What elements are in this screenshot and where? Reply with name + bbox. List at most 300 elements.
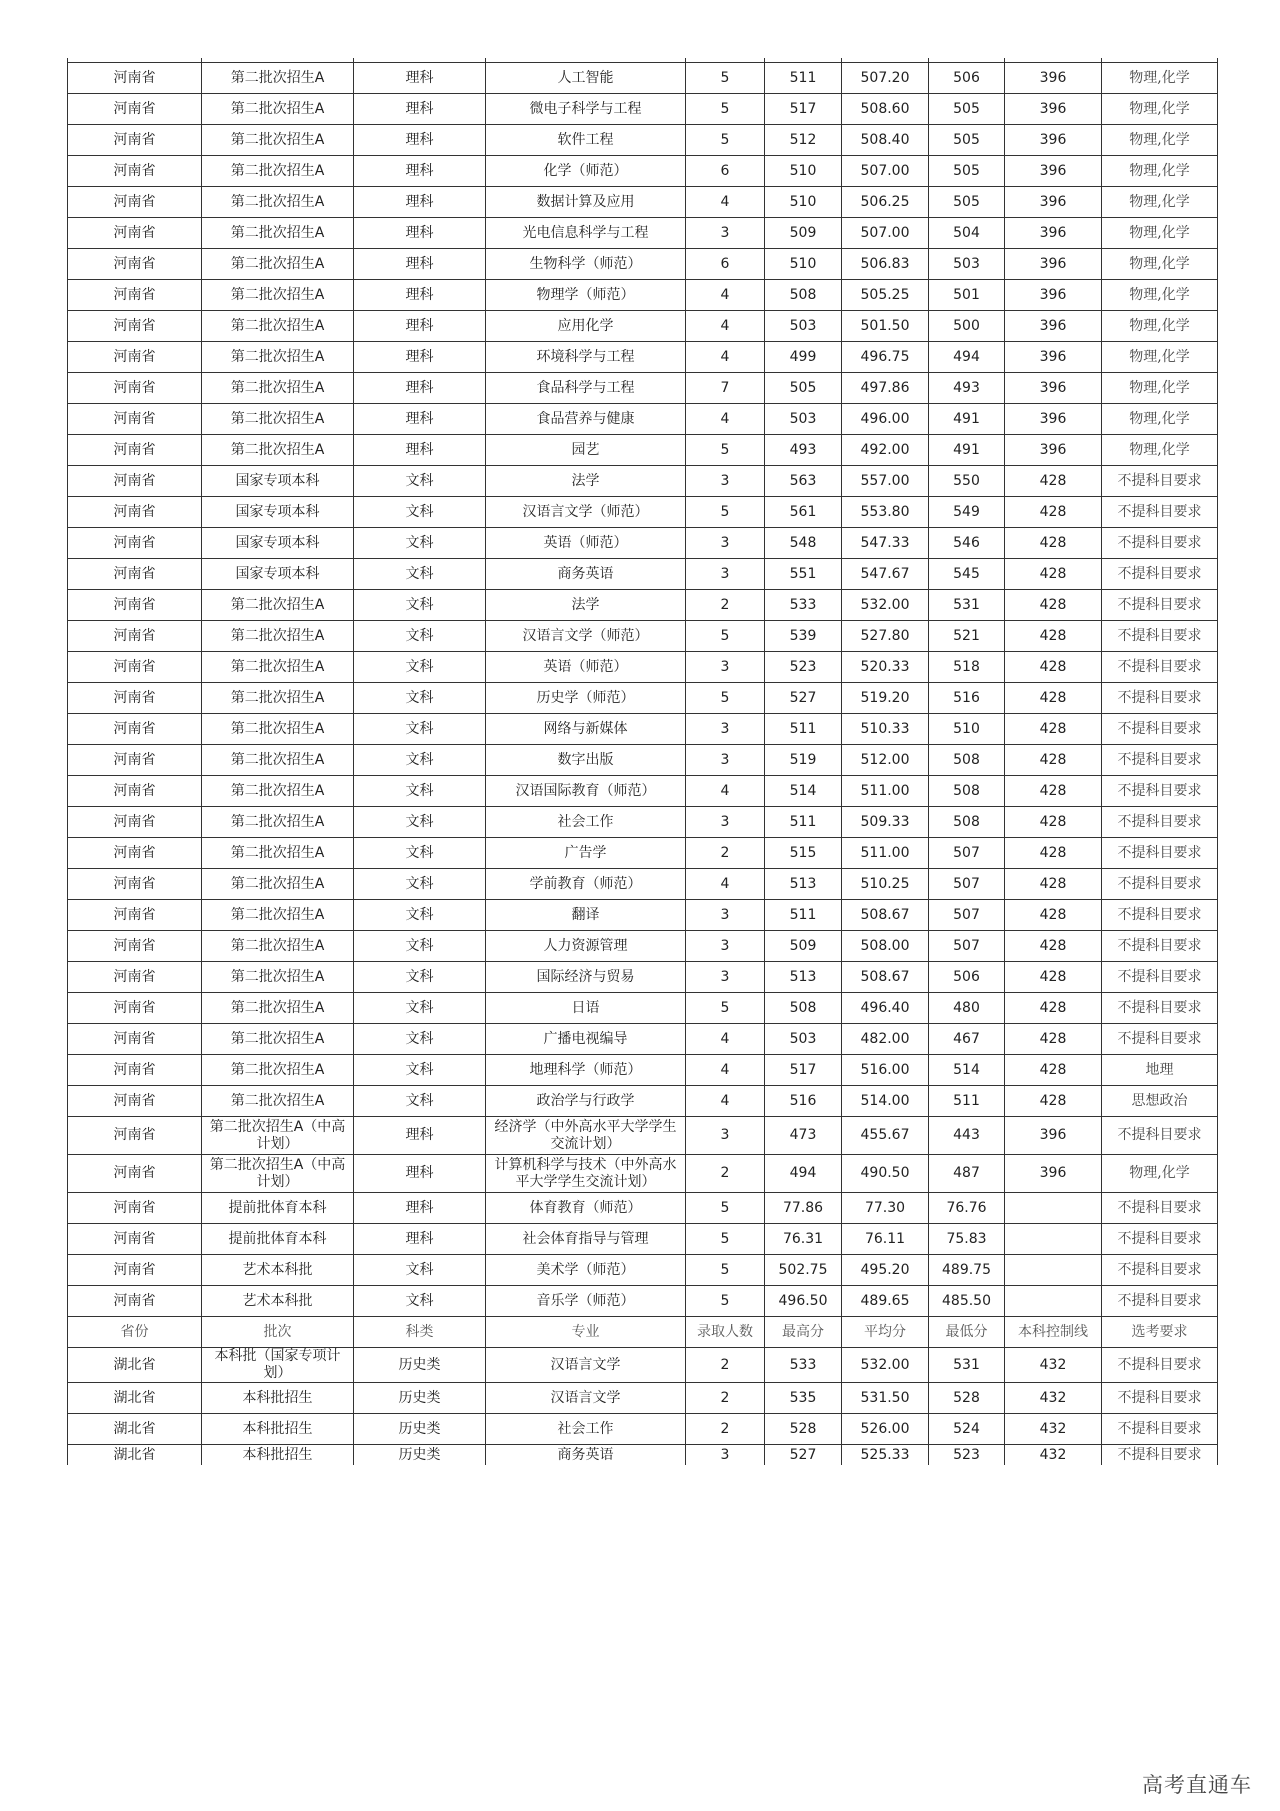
- cell-average-score: 547.67: [842, 559, 929, 590]
- cell-admitted-count: 5: [686, 63, 765, 94]
- table-row: [68, 900, 1218, 931]
- cell-average-score: 532.00: [842, 590, 929, 621]
- cell-batch: 本科批（国家专项计划）: [202, 1348, 354, 1383]
- table-row: [68, 962, 1218, 993]
- cell-control-line: [1005, 1193, 1102, 1224]
- cell-highest-score: 496.50: [765, 1286, 842, 1317]
- cell-lowest-score: 545: [929, 559, 1005, 590]
- cell-highest-score: 539: [765, 621, 842, 652]
- cell-subject-requirement: 思想政治: [1102, 1086, 1218, 1117]
- cell-subject-requirement: 物理,化学: [1102, 404, 1218, 435]
- cell-category: 文科: [354, 1055, 486, 1086]
- cell-category: 理科: [354, 435, 486, 466]
- cell-control-line: 396: [1005, 187, 1102, 218]
- cell-batch: 第二批次招生A: [202, 63, 354, 94]
- cell-lowest-score: 528: [929, 1383, 1005, 1414]
- cell-batch: 第二批次招生A: [202, 249, 354, 280]
- cell-category: 历史类: [354, 1414, 486, 1445]
- cell-average-score: 490.50: [842, 1155, 929, 1193]
- cell-highest-score: 493: [765, 435, 842, 466]
- cell-admitted-count: 4: [686, 1055, 765, 1086]
- cell-highest-score: 561: [765, 497, 842, 528]
- table-row: [68, 807, 1218, 838]
- cell-batch: 第二批次招生A: [202, 94, 354, 125]
- cell-admitted-count: 6: [686, 249, 765, 280]
- cell-subject-requirement: 不提科目要求: [1102, 652, 1218, 683]
- cell-subject-requirement: 物理,化学: [1102, 280, 1218, 311]
- cell-province: 河南省: [68, 404, 202, 435]
- table-row: [68, 156, 1218, 187]
- cell-lowest-score: 506: [929, 962, 1005, 993]
- cell-average-score: 501.50: [842, 311, 929, 342]
- cell-lowest-score: 518: [929, 652, 1005, 683]
- table-row: [68, 838, 1218, 869]
- cell-category: 文科: [354, 993, 486, 1024]
- cell-category: 理科: [354, 1155, 486, 1193]
- cell-major: 国际经济与贸易: [486, 962, 686, 993]
- cell-province: 河南省: [68, 621, 202, 652]
- cell-province: 河南省: [68, 900, 202, 931]
- table-header-row: [68, 1317, 1218, 1348]
- cell-batch: 本科批招生: [202, 1383, 354, 1414]
- cell-admitted-count: 3: [686, 962, 765, 993]
- cell-province: 湖北省: [68, 1445, 202, 1466]
- cell-province: 河南省: [68, 1193, 202, 1224]
- cell-category: 理科: [354, 187, 486, 218]
- cell-control-line: 396: [1005, 311, 1102, 342]
- cell-province: 河南省: [68, 94, 202, 125]
- cell-batch: 第二批次招生A: [202, 125, 354, 156]
- cell-category: 文科: [354, 962, 486, 993]
- cell-subject-requirement: 不提科目要求: [1102, 962, 1218, 993]
- cell-province: 河南省: [68, 590, 202, 621]
- table-row: [68, 1224, 1218, 1255]
- cell-highest-score: 527: [765, 1445, 842, 1466]
- cell-admitted-count: 3: [686, 466, 765, 497]
- cell-highest-score: 535: [765, 1383, 842, 1414]
- cell-highest-score: 510: [765, 156, 842, 187]
- cell-highest-score: 503: [765, 404, 842, 435]
- cell-subject-requirement: 物理,化学: [1102, 249, 1218, 280]
- cell-major: 翻译: [486, 900, 686, 931]
- cell-highest-score: 548: [765, 528, 842, 559]
- cell-major: 汉语言文学（师范）: [486, 621, 686, 652]
- table-row: [68, 342, 1218, 373]
- cell-major: 化学（师范）: [486, 156, 686, 187]
- cell-control-line: 396: [1005, 63, 1102, 94]
- cell-admitted-count: 2: [686, 590, 765, 621]
- cell-lowest-score: 501: [929, 280, 1005, 311]
- cell-average-score: 492.00: [842, 435, 929, 466]
- cell-province: 河南省: [68, 1224, 202, 1255]
- cell-category: 理科: [354, 94, 486, 125]
- cell-category: 文科: [354, 528, 486, 559]
- cell-lowest-score: 549: [929, 497, 1005, 528]
- cell-highest-score: 533: [765, 1348, 842, 1383]
- cell-category: 文科: [354, 559, 486, 590]
- cell-lowest-score: 491: [929, 435, 1005, 466]
- cell-batch: 第二批次招生A: [202, 590, 354, 621]
- cell-category: 文科: [354, 1086, 486, 1117]
- cell-lowest-score: 507: [929, 869, 1005, 900]
- cell-province: 河南省: [68, 1117, 202, 1155]
- cell-subject-requirement: 不提科目要求: [1102, 1445, 1218, 1466]
- cell-major: 物理学（师范）: [486, 280, 686, 311]
- table-row: [68, 1155, 1218, 1193]
- cell-highest-score: 76.31: [765, 1224, 842, 1255]
- cell-batch: 第二批次招生A: [202, 962, 354, 993]
- cell-average-score: 496.40: [842, 993, 929, 1024]
- cell-highest-score: 508: [765, 280, 842, 311]
- cell-lowest-score: 507: [929, 931, 1005, 962]
- table-row: [68, 776, 1218, 807]
- cell-highest-score: 515: [765, 838, 842, 869]
- cell-highest-score: 510: [765, 249, 842, 280]
- cell-lowest-score: 485.50: [929, 1286, 1005, 1317]
- cell-batch: 第二批次招生A: [202, 993, 354, 1024]
- cell-subject-requirement: 物理,化学: [1102, 342, 1218, 373]
- cell-province: 河南省: [68, 962, 202, 993]
- cell-average-score: 526.00: [842, 1414, 929, 1445]
- cell-control-line: 428: [1005, 869, 1102, 900]
- cell-highest-score: 509: [765, 931, 842, 962]
- cell-average-score: 531.50: [842, 1383, 929, 1414]
- cell-subject-requirement: 不提科目要求: [1102, 993, 1218, 1024]
- cell-highest-score: 508: [765, 993, 842, 1024]
- cell-province: 河南省: [68, 745, 202, 776]
- cell-subject-requirement: 不提科目要求: [1102, 714, 1218, 745]
- cell-batch: 本科批招生: [202, 1445, 354, 1466]
- cell-highest-score: 512: [765, 125, 842, 156]
- cell-control-line: [1005, 1286, 1102, 1317]
- cell-category: 文科: [354, 1255, 486, 1286]
- cell-control-line: 本科控制线: [1005, 1317, 1102, 1348]
- cell-control-line: 428: [1005, 621, 1102, 652]
- table-row: [68, 466, 1218, 497]
- cell-subject-requirement: 不提科目要求: [1102, 869, 1218, 900]
- cell-batch: 第二批次招生A: [202, 621, 354, 652]
- cell-admitted-count: 录取人数: [686, 1317, 765, 1348]
- cell-control-line: 428: [1005, 652, 1102, 683]
- cell-province: 河南省: [68, 776, 202, 807]
- cell-lowest-score: 508: [929, 807, 1005, 838]
- cell-major: 政治学与行政学: [486, 1086, 686, 1117]
- cell-category: 文科: [354, 621, 486, 652]
- cell-average-score: 547.33: [842, 528, 929, 559]
- cell-lowest-score: 493: [929, 373, 1005, 404]
- cell-average-score: 508.00: [842, 931, 929, 962]
- cell-highest-score: 513: [765, 869, 842, 900]
- cell-average-score: 510.25: [842, 869, 929, 900]
- table-row: [68, 63, 1218, 94]
- cell-major: 环境科学与工程: [486, 342, 686, 373]
- cell-category: 理科: [354, 342, 486, 373]
- cell-control-line: 396: [1005, 94, 1102, 125]
- cell-batch: 本科批招生: [202, 1414, 354, 1445]
- cell-category: 理科: [354, 373, 486, 404]
- cell-highest-score: 505: [765, 373, 842, 404]
- cell-major: 法学: [486, 466, 686, 497]
- cell-highest-score: 473: [765, 1117, 842, 1155]
- cell-subject-requirement: 不提科目要求: [1102, 621, 1218, 652]
- cell-major: 数据计算及应用: [486, 187, 686, 218]
- cell-province: 河南省: [68, 187, 202, 218]
- cell-control-line: 428: [1005, 776, 1102, 807]
- cell-average-score: 77.30: [842, 1193, 929, 1224]
- cell-province: 河南省: [68, 714, 202, 745]
- cell-category: 文科: [354, 745, 486, 776]
- cell-lowest-score: 508: [929, 745, 1005, 776]
- cell-control-line: 396: [1005, 435, 1102, 466]
- cell-major: 软件工程: [486, 125, 686, 156]
- cell-category: 理科: [354, 280, 486, 311]
- cell-category: 文科: [354, 1024, 486, 1055]
- cell-admitted-count: 2: [686, 1348, 765, 1383]
- cell-average-score: 506.25: [842, 187, 929, 218]
- cell-batch: 国家专项本科: [202, 497, 354, 528]
- table-row: [68, 1348, 1218, 1383]
- cell-highest-score: 502.75: [765, 1255, 842, 1286]
- cell-major: 生物科学（师范）: [486, 249, 686, 280]
- cell-control-line: 396: [1005, 373, 1102, 404]
- cell-average-score: 482.00: [842, 1024, 929, 1055]
- cell-lowest-score: 500: [929, 311, 1005, 342]
- cell-subject-requirement: 不提科目要求: [1102, 1193, 1218, 1224]
- cell-category: 历史类: [354, 1383, 486, 1414]
- cell-subject-requirement: 不提科目要求: [1102, 528, 1218, 559]
- cell-control-line: 428: [1005, 714, 1102, 745]
- table-row: [68, 559, 1218, 590]
- cell-category: 理科: [354, 156, 486, 187]
- cell-control-line: 432: [1005, 1383, 1102, 1414]
- cell-average-score: 507.00: [842, 156, 929, 187]
- cell-category: 理科: [354, 125, 486, 156]
- cell-subject-requirement: 物理,化学: [1102, 311, 1218, 342]
- table-row: [68, 1024, 1218, 1055]
- cell-batch: 第二批次招生A: [202, 869, 354, 900]
- cell-highest-score: 533: [765, 590, 842, 621]
- cell-highest-score: 510: [765, 187, 842, 218]
- cell-province: 河南省: [68, 342, 202, 373]
- cell-category: 理科: [354, 1193, 486, 1224]
- cell-highest-score: 503: [765, 1024, 842, 1055]
- cell-average-score: 509.33: [842, 807, 929, 838]
- cell-control-line: 428: [1005, 1024, 1102, 1055]
- cell-subject-requirement: 不提科目要求: [1102, 683, 1218, 714]
- cell-control-line: 396: [1005, 342, 1102, 373]
- cell-batch: 第二批次招生A: [202, 745, 354, 776]
- cell-average-score: 525.33: [842, 1445, 929, 1466]
- cell-average-score: 519.20: [842, 683, 929, 714]
- cell-highest-score: 517: [765, 94, 842, 125]
- cell-province: 河南省: [68, 280, 202, 311]
- cell-average-score: 496.00: [842, 404, 929, 435]
- table-row: [68, 435, 1218, 466]
- cell-lowest-score: 524: [929, 1414, 1005, 1445]
- cell-batch: 第二批次招生A: [202, 156, 354, 187]
- cell-lowest-score: 487: [929, 1155, 1005, 1193]
- cell-average-score: 495.20: [842, 1255, 929, 1286]
- cell-batch: 国家专项本科: [202, 559, 354, 590]
- cell-average-score: 514.00: [842, 1086, 929, 1117]
- cell-lowest-score: 510: [929, 714, 1005, 745]
- cell-major: 微电子科学与工程: [486, 94, 686, 125]
- cell-category: 历史类: [354, 1445, 486, 1466]
- cell-admitted-count: 3: [686, 218, 765, 249]
- cell-major: 汉语言文学: [486, 1348, 686, 1383]
- cell-highest-score: 527: [765, 683, 842, 714]
- cell-category: 文科: [354, 683, 486, 714]
- cell-admitted-count: 6: [686, 156, 765, 187]
- cell-province: 湖北省: [68, 1414, 202, 1445]
- cell-control-line: 396: [1005, 156, 1102, 187]
- cell-batch: 第二批次招生A: [202, 218, 354, 249]
- table-row: [68, 714, 1218, 745]
- cell-control-line: 428: [1005, 807, 1102, 838]
- cell-major: 美术学（师范）: [486, 1255, 686, 1286]
- cell-major: 社会工作: [486, 807, 686, 838]
- cell-highest-score: 513: [765, 962, 842, 993]
- cell-admitted-count: 5: [686, 1255, 765, 1286]
- cell-province: 河南省: [68, 466, 202, 497]
- cell-category: 文科: [354, 931, 486, 962]
- cell-subject-requirement: 地理: [1102, 1055, 1218, 1086]
- cell-control-line: 428: [1005, 497, 1102, 528]
- cell-control-line: [1005, 1224, 1102, 1255]
- cell-highest-score: 519: [765, 745, 842, 776]
- cell-province: 河南省: [68, 1086, 202, 1117]
- cell-lowest-score: 489.75: [929, 1255, 1005, 1286]
- cell-average-score: 508.67: [842, 900, 929, 931]
- cell-batch: 艺术本科批: [202, 1286, 354, 1317]
- cell-highest-score: 511: [765, 63, 842, 94]
- cell-control-line: 396: [1005, 404, 1102, 435]
- cell-category: 理科: [354, 1224, 486, 1255]
- cell-subject-requirement: 物理,化学: [1102, 94, 1218, 125]
- cell-control-line: 428: [1005, 590, 1102, 621]
- cell-province: 河南省: [68, 373, 202, 404]
- cell-batch: 提前批体育本科: [202, 1224, 354, 1255]
- cell-province: 河南省: [68, 1024, 202, 1055]
- cell-lowest-score: 507: [929, 900, 1005, 931]
- cell-province: 河南省: [68, 1155, 202, 1193]
- cell-batch: 第二批次招生A: [202, 1086, 354, 1117]
- cell-highest-score: 最高分: [765, 1317, 842, 1348]
- cell-average-score: 527.80: [842, 621, 929, 652]
- cell-province: 河南省: [68, 993, 202, 1024]
- cell-lowest-score: 550: [929, 466, 1005, 497]
- cell-subject-requirement: 不提科目要求: [1102, 559, 1218, 590]
- table-row: [68, 590, 1218, 621]
- cell-major: 专业: [486, 1317, 686, 1348]
- cell-batch: 第二批次招生A: [202, 373, 354, 404]
- cell-admitted-count: 2: [686, 1383, 765, 1414]
- cell-control-line: 396: [1005, 1155, 1102, 1193]
- cell-admitted-count: 3: [686, 1445, 765, 1466]
- cell-batch: 第二批次招生A: [202, 683, 354, 714]
- table-row: [68, 621, 1218, 652]
- cell-admitted-count: 5: [686, 125, 765, 156]
- cell-average-score: 512.00: [842, 745, 929, 776]
- cell-category: 文科: [354, 776, 486, 807]
- cell-category: 理科: [354, 249, 486, 280]
- cell-major: 汉语言文学: [486, 1383, 686, 1414]
- cell-lowest-score: 505: [929, 156, 1005, 187]
- cell-lowest-score: 511: [929, 1086, 1005, 1117]
- cell-average-score: 520.33: [842, 652, 929, 683]
- cell-batch: 第二批次招生A: [202, 714, 354, 745]
- cell-subject-requirement: 物理,化学: [1102, 156, 1218, 187]
- cell-major: 光电信息科学与工程: [486, 218, 686, 249]
- cell-batch: 第二批次招生A（中高计划）: [202, 1117, 354, 1155]
- cell-major: 食品营养与健康: [486, 404, 686, 435]
- cell-province: 河南省: [68, 125, 202, 156]
- cell-subject-requirement: 物理,化学: [1102, 63, 1218, 94]
- cell-batch: 第二批次招生A: [202, 1055, 354, 1086]
- cell-control-line: 428: [1005, 466, 1102, 497]
- cell-subject-requirement: 选考要求: [1102, 1317, 1218, 1348]
- cell-admitted-count: 4: [686, 776, 765, 807]
- cell-lowest-score: 507: [929, 838, 1005, 869]
- cell-major: 体育教育（师范）: [486, 1193, 686, 1224]
- cell-control-line: 428: [1005, 745, 1102, 776]
- cell-major: 社会体育指导与管理: [486, 1224, 686, 1255]
- cell-batch: 艺术本科批: [202, 1255, 354, 1286]
- cell-highest-score: 523: [765, 652, 842, 683]
- cell-highest-score: 77.86: [765, 1193, 842, 1224]
- table-row: [68, 652, 1218, 683]
- cell-subject-requirement: 不提科目要求: [1102, 1286, 1218, 1317]
- cell-admitted-count: 5: [686, 497, 765, 528]
- cell-subject-requirement: 不提科目要求: [1102, 807, 1218, 838]
- cell-batch: 第二批次招生A: [202, 900, 354, 931]
- cell-subject-requirement: 不提科目要求: [1102, 1024, 1218, 1055]
- cell-major: 广告学: [486, 838, 686, 869]
- cell-batch: 第二批次招生A: [202, 807, 354, 838]
- table-row: [68, 249, 1218, 280]
- cell-average-score: 507.00: [842, 218, 929, 249]
- cell-subject-requirement: 物理,化学: [1102, 1155, 1218, 1193]
- cell-admitted-count: 3: [686, 931, 765, 962]
- cell-category: 理科: [354, 218, 486, 249]
- cell-category: 文科: [354, 1286, 486, 1317]
- cell-average-score: 508.60: [842, 94, 929, 125]
- table-row: [68, 497, 1218, 528]
- cell-lowest-score: 503: [929, 249, 1005, 280]
- cell-control-line: 396: [1005, 125, 1102, 156]
- cell-category: 文科: [354, 652, 486, 683]
- table-row: [68, 993, 1218, 1024]
- cell-subject-requirement: 不提科目要求: [1102, 466, 1218, 497]
- cell-admitted-count: 5: [686, 1286, 765, 1317]
- cell-category: 理科: [354, 404, 486, 435]
- cell-major: 经济学（中外高水平大学学生交流计划）: [486, 1117, 686, 1155]
- cell-category: 文科: [354, 807, 486, 838]
- cell-subject-requirement: 不提科目要求: [1102, 1383, 1218, 1414]
- cell-category: 科类: [354, 1317, 486, 1348]
- table-row: [68, 528, 1218, 559]
- cell-province: 河南省: [68, 63, 202, 94]
- cell-highest-score: 503: [765, 311, 842, 342]
- cell-control-line: 428: [1005, 1055, 1102, 1086]
- cell-admitted-count: 3: [686, 1117, 765, 1155]
- table-body: [68, 58, 1218, 1465]
- cell-subject-requirement: 物理,化学: [1102, 218, 1218, 249]
- cell-batch: 第二批次招生A: [202, 931, 354, 962]
- cell-major: 日语: [486, 993, 686, 1024]
- cell-province: 省份: [68, 1317, 202, 1348]
- cell-major: 网络与新媒体: [486, 714, 686, 745]
